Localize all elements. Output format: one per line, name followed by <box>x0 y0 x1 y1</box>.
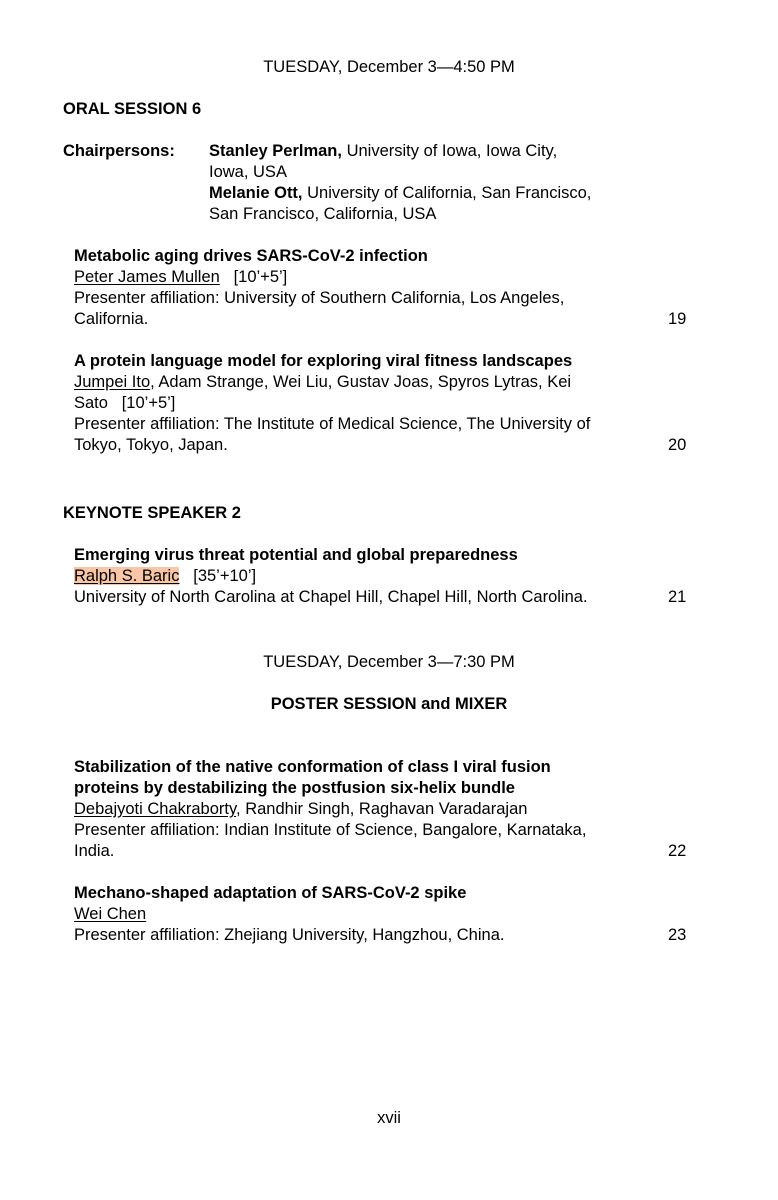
session-title-oral-6: ORAL SESSION 6 <box>63 100 202 118</box>
session-heading-1: TUESDAY, December 3—4:50 PM <box>263 58 515 76</box>
presenter-name: Debajyoti Chakraborty <box>74 800 237 818</box>
presenter-affiliation: Presenter affiliation: Indian Institute of Science, Bangalore, Karnataka, <box>74 821 587 839</box>
presenter-affiliation-cont: California. <box>74 310 149 328</box>
chair-affiliation: University of California, San Francisco, <box>302 184 592 202</box>
coauthors: , Adam Strange, Wei Liu, Gustav Joas, Spyros Lytras, Kei <box>150 373 572 391</box>
page-ref: 21 <box>668 588 687 606</box>
talk-title: Metabolic aging drives SARS-CoV-2 infection <box>74 247 428 265</box>
poster-title-cont: proteins by destabilizing the postfusion six-helix bundle <box>74 779 515 797</box>
presenter-affiliation-cont: Tokyo, Tokyo, Japan. <box>74 436 228 454</box>
presenter-name: Peter James Mullen <box>74 268 220 286</box>
page-ref: 19 <box>668 310 687 328</box>
talk-timing: [35’+10’] <box>193 567 257 585</box>
page-ref: 22 <box>668 842 687 860</box>
keynote-speaker-name: Ralph S. Baric <box>74 567 180 585</box>
coauthors: , Randhir Singh, Raghavan Varadarajan <box>236 800 528 818</box>
presenter-affiliation: Presenter affiliation: University of Southern California, Los Angeles, <box>74 289 565 307</box>
talk-entry-1 <box>74 246 694 330</box>
chair-name: Melanie Ott, <box>209 184 303 202</box>
page-ref: 23 <box>668 926 687 944</box>
chairperson-2 <box>209 183 649 225</box>
keynote-entry <box>74 545 694 608</box>
talk-timing: [10’+5’] <box>233 268 288 286</box>
keynote-heading: KEYNOTE SPEAKER 2 <box>63 504 241 522</box>
presenter-name: Wei Chen <box>74 905 147 923</box>
chairperson-1 <box>209 141 649 183</box>
chairpersons-label: Chairpersons: <box>63 142 175 160</box>
speaker-affiliation: University of North Carolina at Chapel Hill, Chapel Hill, North Carolina. <box>74 588 588 606</box>
talk-title: A protein language model for exploring viral fitness landscapes <box>74 352 573 370</box>
page-number: xvii <box>377 1109 401 1127</box>
chair-affiliation-cont: Iowa, USA <box>209 163 287 181</box>
session-title-poster: POSTER SESSION and MIXER <box>270 695 508 713</box>
presenter-affiliation-cont: India. <box>74 842 115 860</box>
session-heading-2: TUESDAY, December 3—7:30 PM <box>263 653 515 671</box>
presenter-affiliation: Presenter affiliation: The Institute of Medical Science, The University of <box>74 415 591 433</box>
presenter-affiliation: Presenter affiliation: Zhejiang University, Hangzhou, China. <box>74 926 505 944</box>
chair-name: Stanley Perlman, <box>209 142 342 160</box>
talk-timing: [10’+5’] <box>121 394 176 412</box>
poster-entry-1 <box>74 757 694 862</box>
presenter-name: Jumpei Ito <box>74 373 151 391</box>
chair-affiliation-cont: San Francisco, California, USA <box>209 205 437 223</box>
poster-title: Mechano-shaped adaptation of SARS-CoV-2 spike <box>74 884 467 902</box>
page-ref: 20 <box>668 436 687 454</box>
coauthors-cont: Sato <box>74 394 108 412</box>
poster-entry-2 <box>74 883 694 946</box>
talk-title: Emerging virus threat potential and global preparedness <box>74 546 518 564</box>
chair-affiliation: University of Iowa, Iowa City, <box>341 142 558 160</box>
talk-entry-2 <box>74 351 694 456</box>
poster-title: Stabilization of the native conformation of class I viral fusion <box>74 758 551 776</box>
